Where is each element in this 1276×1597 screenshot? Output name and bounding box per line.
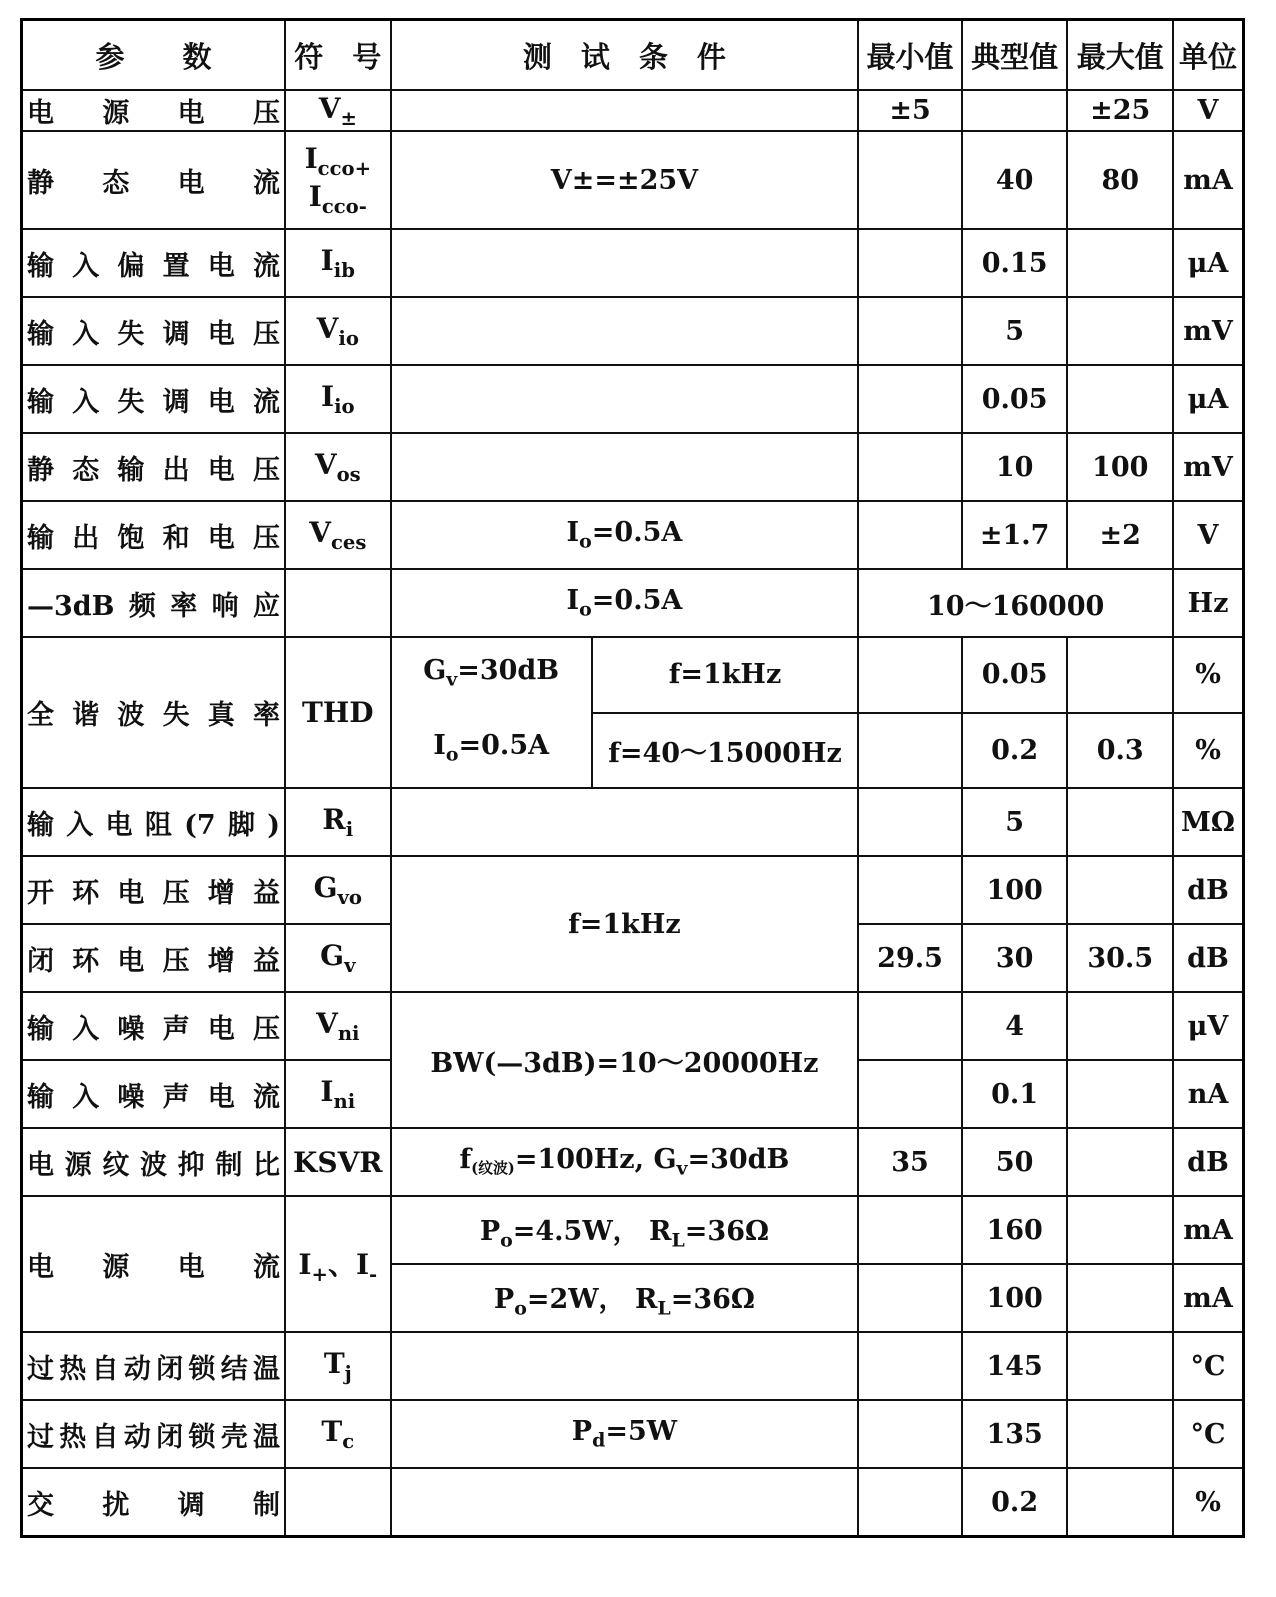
max: ±2 bbox=[1067, 501, 1173, 569]
conditions-gain-current: $G_v=30dB$ $I_o=0.5A$ bbox=[391, 637, 592, 788]
param: 电源纹波抑制比 bbox=[22, 1128, 286, 1196]
param: 开环电压增益 bbox=[22, 856, 286, 924]
conditions: $P_o=4.5W$， $R_L=36\Omega$ bbox=[391, 1196, 859, 1264]
max bbox=[1067, 229, 1173, 297]
conditions: f=1kHz bbox=[391, 856, 859, 992]
max: 80 bbox=[1067, 131, 1173, 229]
param: 输入失调电流 bbox=[22, 365, 286, 433]
param: 全谐波失真率 bbox=[22, 637, 286, 788]
param: 过热自动闭锁结温 bbox=[22, 1332, 286, 1400]
max bbox=[1067, 637, 1173, 713]
unit: dB bbox=[1173, 924, 1243, 992]
conditions bbox=[391, 90, 859, 131]
symbol: $I_{io}$ bbox=[285, 365, 391, 433]
param: 输出饱和电压 bbox=[22, 501, 286, 569]
typ: 100 bbox=[962, 856, 1068, 924]
table-row bbox=[22, 856, 1244, 924]
table-row bbox=[22, 433, 1244, 501]
unit: V bbox=[1173, 90, 1243, 131]
typ: 4 bbox=[962, 992, 1068, 1060]
table-row bbox=[22, 1468, 1244, 1537]
conditions-frequency: f=1kHz bbox=[592, 637, 859, 713]
unit: mV bbox=[1173, 433, 1243, 501]
symbol: $G_v$ bbox=[285, 924, 391, 992]
symbol: $I_{cco+}$ $I_{cco-}$ bbox=[285, 131, 391, 229]
param: 输入偏置电流 bbox=[22, 229, 286, 297]
unit: nA bbox=[1173, 1060, 1243, 1128]
typ: 0.1 bbox=[962, 1060, 1068, 1128]
min bbox=[858, 297, 962, 365]
unit: mA bbox=[1173, 1196, 1243, 1264]
header-typ: 典型值 bbox=[962, 20, 1068, 91]
max bbox=[1067, 788, 1173, 856]
unit: μV bbox=[1173, 992, 1243, 1060]
param: 静态电流 bbox=[22, 131, 286, 229]
typ: 0.2 bbox=[962, 713, 1068, 789]
param: 输入噪声电压 bbox=[22, 992, 286, 1060]
symbol: $V_{ni}$ bbox=[285, 992, 391, 1060]
min bbox=[858, 229, 962, 297]
typ: 0.2 bbox=[962, 1468, 1068, 1537]
typ: 100 bbox=[962, 1264, 1068, 1332]
symbol: $I_{ni}$ bbox=[285, 1060, 391, 1128]
max bbox=[1067, 1128, 1173, 1196]
conditions: $f_{(纹波)}=100Hz$, $G_v=30dB$ bbox=[391, 1128, 859, 1196]
conditions bbox=[391, 229, 859, 297]
min bbox=[858, 1264, 962, 1332]
spec-table bbox=[20, 18, 1245, 1538]
table-row bbox=[22, 1332, 1244, 1400]
symbol: $I_{ib}$ bbox=[285, 229, 391, 297]
conditions bbox=[391, 297, 859, 365]
symbol bbox=[285, 1468, 391, 1537]
param: 输入电阻(7脚) bbox=[22, 788, 286, 856]
typ: 40 bbox=[962, 131, 1068, 229]
symbol: $T_c$ bbox=[285, 1400, 391, 1468]
param: 电源电流 bbox=[22, 1196, 286, 1332]
max: 100 bbox=[1067, 433, 1173, 501]
param: 交扰调制 bbox=[22, 1468, 286, 1537]
table-row bbox=[22, 229, 1244, 297]
max bbox=[1067, 297, 1173, 365]
min: 29.5 bbox=[858, 924, 962, 992]
min bbox=[858, 1196, 962, 1264]
table-row bbox=[22, 90, 1244, 131]
max bbox=[1067, 1468, 1173, 1537]
conditions bbox=[391, 365, 859, 433]
conditions: $I_o=0.5A$ bbox=[391, 569, 859, 637]
min bbox=[858, 1400, 962, 1468]
unit: dB bbox=[1173, 1128, 1243, 1196]
symbol: $R_i$ bbox=[285, 788, 391, 856]
header-conditions: 测 试 条 件 bbox=[391, 20, 859, 91]
min bbox=[858, 365, 962, 433]
typ: 0.05 bbox=[962, 637, 1068, 713]
table-row bbox=[22, 992, 1244, 1060]
table-row bbox=[22, 637, 1244, 713]
max bbox=[1067, 992, 1173, 1060]
min: 35 bbox=[858, 1128, 962, 1196]
header-unit: 单位 bbox=[1173, 20, 1243, 91]
min bbox=[858, 856, 962, 924]
typ: 10 bbox=[962, 433, 1068, 501]
max: 0.3 bbox=[1067, 713, 1173, 789]
unit: Hz bbox=[1173, 569, 1243, 637]
min bbox=[858, 433, 962, 501]
symbol bbox=[285, 569, 391, 637]
unit: °C bbox=[1173, 1400, 1243, 1468]
max bbox=[1067, 856, 1173, 924]
table-row bbox=[22, 365, 1244, 433]
max bbox=[1067, 1400, 1173, 1468]
param: 过热自动闭锁壳温 bbox=[22, 1400, 286, 1468]
conditions bbox=[391, 433, 859, 501]
typ: 145 bbox=[962, 1332, 1068, 1400]
unit: dB bbox=[1173, 856, 1243, 924]
symbol: $V_\pm$ bbox=[285, 90, 391, 131]
param: —3dB频率响应 bbox=[22, 569, 286, 637]
symbol: $V_{ces}$ bbox=[285, 501, 391, 569]
unit: μA bbox=[1173, 365, 1243, 433]
unit: % bbox=[1173, 637, 1243, 713]
min bbox=[858, 713, 962, 789]
conditions bbox=[391, 1332, 859, 1400]
min bbox=[858, 501, 962, 569]
param: 电源电压 bbox=[22, 90, 286, 131]
typ: 50 bbox=[962, 1128, 1068, 1196]
param: 输入失调电压 bbox=[22, 297, 286, 365]
unit: V bbox=[1173, 501, 1243, 569]
symbol: $V_{io}$ bbox=[285, 297, 391, 365]
min bbox=[858, 637, 962, 713]
symbol: $V_{os}$ bbox=[285, 433, 391, 501]
min bbox=[858, 1332, 962, 1400]
table-row bbox=[22, 297, 1244, 365]
conditions-frequency: f=40～15000Hz bbox=[592, 713, 859, 789]
header-max: 最大值 bbox=[1067, 20, 1173, 91]
typ: 5 bbox=[962, 297, 1068, 365]
typ: 30 bbox=[962, 924, 1068, 992]
param: 闭环电压增益 bbox=[22, 924, 286, 992]
conditions bbox=[391, 788, 859, 856]
table-row bbox=[22, 501, 1244, 569]
max: 30.5 bbox=[1067, 924, 1173, 992]
param: 输入噪声电流 bbox=[22, 1060, 286, 1128]
table-row bbox=[22, 569, 1244, 637]
table-row bbox=[22, 788, 1244, 856]
frequency-range: 10～160000 bbox=[858, 569, 1173, 637]
table-row bbox=[22, 1400, 1244, 1468]
max bbox=[1067, 1332, 1173, 1400]
symbol: $I_+$、$I_-$ bbox=[285, 1196, 391, 1332]
unit: °C bbox=[1173, 1332, 1243, 1400]
typ: 160 bbox=[962, 1196, 1068, 1264]
conditions bbox=[391, 1468, 859, 1537]
unit: mV bbox=[1173, 297, 1243, 365]
typ: 0.15 bbox=[962, 229, 1068, 297]
conditions: $P_d=5W$ bbox=[391, 1400, 859, 1468]
typ: 5 bbox=[962, 788, 1068, 856]
min bbox=[858, 788, 962, 856]
symbol: THD bbox=[285, 637, 391, 788]
header-symbol: 符 号 bbox=[285, 20, 391, 91]
min bbox=[858, 131, 962, 229]
typ bbox=[962, 90, 1068, 131]
min bbox=[858, 992, 962, 1060]
header-param: 参 数 bbox=[22, 20, 286, 91]
conditions: $I_o=0.5A$ bbox=[391, 501, 859, 569]
max bbox=[1067, 1060, 1173, 1128]
min: ±5 bbox=[858, 90, 962, 131]
unit: % bbox=[1173, 1468, 1243, 1537]
unit: μA bbox=[1173, 229, 1243, 297]
table-row bbox=[22, 1128, 1244, 1196]
conditions: $P_o=2W$， $R_L=36\Omega$ bbox=[391, 1264, 859, 1332]
header-min: 最小值 bbox=[858, 20, 962, 91]
unit: mA bbox=[1173, 131, 1243, 229]
conditions: BW(—3dB)=10～20000Hz bbox=[391, 992, 859, 1128]
table-row bbox=[22, 131, 1244, 229]
symbol: $T_j$ bbox=[285, 1332, 391, 1400]
max bbox=[1067, 1196, 1173, 1264]
max bbox=[1067, 365, 1173, 433]
typ: 0.05 bbox=[962, 365, 1068, 433]
max: ±25 bbox=[1067, 90, 1173, 131]
param: 静态输出电压 bbox=[22, 433, 286, 501]
table-row bbox=[22, 1196, 1244, 1264]
unit: % bbox=[1173, 713, 1243, 789]
unit: mA bbox=[1173, 1264, 1243, 1332]
header-row bbox=[22, 20, 1244, 91]
typ: ±1.7 bbox=[962, 501, 1068, 569]
typ: 135 bbox=[962, 1400, 1068, 1468]
conditions: V±=±25V bbox=[391, 131, 859, 229]
max bbox=[1067, 1264, 1173, 1332]
unit: MΩ bbox=[1173, 788, 1243, 856]
min bbox=[858, 1060, 962, 1128]
min bbox=[858, 1468, 962, 1537]
symbol: $G_{vo}$ bbox=[285, 856, 391, 924]
symbol: KSVR bbox=[285, 1128, 391, 1196]
